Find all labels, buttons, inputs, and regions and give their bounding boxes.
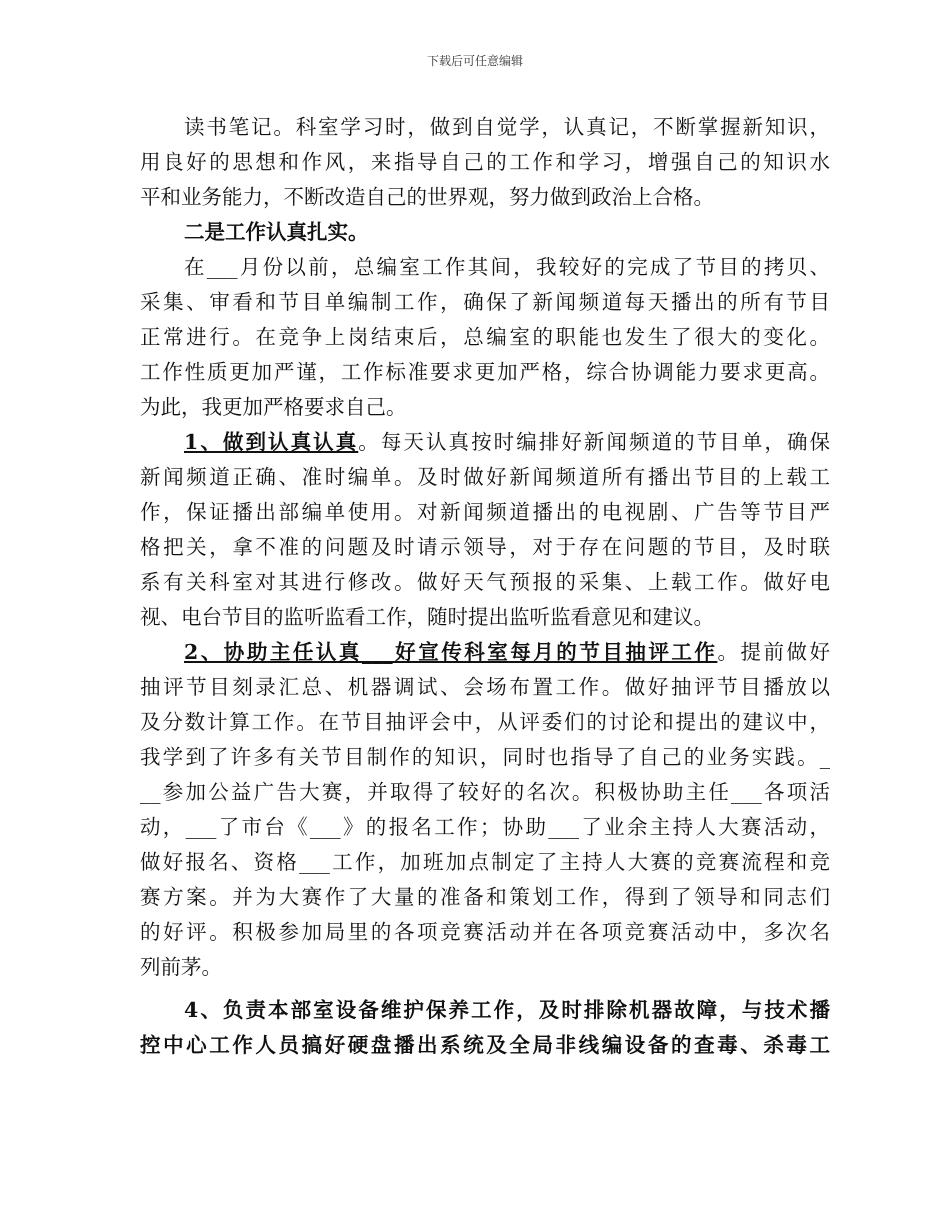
text-line: [140, 180, 830, 215]
line-text: 视、电台节目的监听监看工作，随时提出监听监看意见和建议。: [140, 605, 714, 629]
text-line: [140, 635, 830, 670]
text-line: [140, 775, 830, 810]
line-text: 作，保证播出部编单使用。对新闻频道播出的电视剧、广告等节目严: [140, 500, 830, 524]
line-text: 正常进行。在竞争上岗结束后，总编室的职能也发生了很大的变化。: [140, 325, 830, 349]
body-text: [140, 110, 830, 1063]
text-line: [140, 285, 830, 320]
text-line: [140, 460, 830, 495]
line-text: 的好评。积极参加局里的各项竞赛活动并在各项竞赛活动中，多次名: [140, 920, 830, 944]
heading-phrase: 1、做到认真认真: [184, 430, 359, 454]
text-line: [140, 740, 830, 775]
line-text: 在___月份以前，总编室工作其间，我较好的完成了节目的拷贝、: [184, 255, 830, 279]
line-text: 抽评节目刻录汇总、机器调试、会场布置工作。做好抽评节目播放以: [140, 675, 830, 699]
text-line: [140, 670, 830, 705]
line-text: 新闻频道正确、准时编单。及时做好新闻频道所有播出节目的上载工: [140, 465, 830, 489]
text-line: [140, 915, 830, 950]
line-text: 平和业务能力，不断改造自己的世界观，努力做到政治上合格。: [140, 185, 714, 209]
line-text: 。提前做好: [717, 640, 831, 664]
text-line: [140, 1028, 830, 1063]
text-line: [140, 600, 830, 635]
line-text: 系有关科室对其进行修改。做好天气预报的采集、上载工作。做好电: [140, 570, 830, 594]
line-text: 4、负责本部室设备维护保养工作，及时排除机器故障，与技术播: [184, 998, 830, 1022]
line-text: 赛方案。并为大赛作了大量的准备和策划工作，得到了领导和同志们: [140, 885, 830, 909]
line-text: 读书笔记。科室学习时，做到自觉学，认真记，不断掌握新知识，: [184, 115, 830, 139]
text-line: [140, 390, 830, 425]
text-line: [140, 565, 830, 600]
text-line: [140, 250, 830, 285]
line-text: 控中心工作人员搞好硬盘播出系统及全局非线编设备的查毒、杀毒工: [140, 1033, 830, 1057]
text-line: [140, 320, 830, 355]
text-line: [140, 993, 830, 1028]
text-line: [140, 495, 830, 530]
text-line: [140, 145, 830, 180]
text-line: [140, 705, 830, 740]
line-text: 二是工作认真扎实。: [184, 220, 369, 244]
text-line: [140, 950, 830, 985]
heading-phrase: 2、协助主任认真___好宣传科室每月的节目抽评工作: [184, 640, 718, 664]
text-line: [140, 425, 830, 460]
text-line: [140, 810, 830, 845]
text-line: [140, 880, 830, 915]
line-text: 动，___了市台《___》的报名工作；协助___了业余主持人大赛活动，: [140, 815, 830, 839]
line-text: 为此，我更加严格要求自己。: [140, 395, 407, 419]
line-text: 格把关，拿不准的问题及时请示领导，对于存在问题的节目，及时联: [140, 535, 830, 559]
text-line: [140, 355, 830, 390]
line-text: 工作性质更加严谨，工作标准要求更加严格，综合协调能力要求更高。: [140, 360, 830, 384]
line-text: 我学到了许多有关节目制作的知识，同时也指导了自己的业务实践。_: [140, 745, 830, 769]
line-text: 及分数计算工作。在节目抽评会中，从评委们的讨论和提出的建议中，: [140, 710, 830, 734]
line-text: 列前茅。: [140, 955, 222, 979]
page-header: 下载后可任意编辑: [426, 54, 523, 68]
line-text: __参加公益广告大赛，并取得了较好的名次。积极协助主任___各项活: [140, 780, 830, 804]
line-text: 做好报名、资格___工作，加班加点制定了主持人大赛的竞赛流程和竞: [140, 850, 830, 874]
text-line: [140, 215, 830, 250]
text-line: [140, 530, 830, 565]
line-text: 用良好的思想和作风，来指导自己的工作和学习，增强自己的知识水: [140, 150, 830, 174]
text-line: [140, 110, 830, 145]
text-line: [140, 845, 830, 880]
line-text: 。每天认真按时编排好新闻频道的节目单，确保: [358, 430, 831, 454]
line-text: 采集、审看和节目单编制工作，确保了新闻频道每天播出的所有节目: [140, 290, 830, 314]
